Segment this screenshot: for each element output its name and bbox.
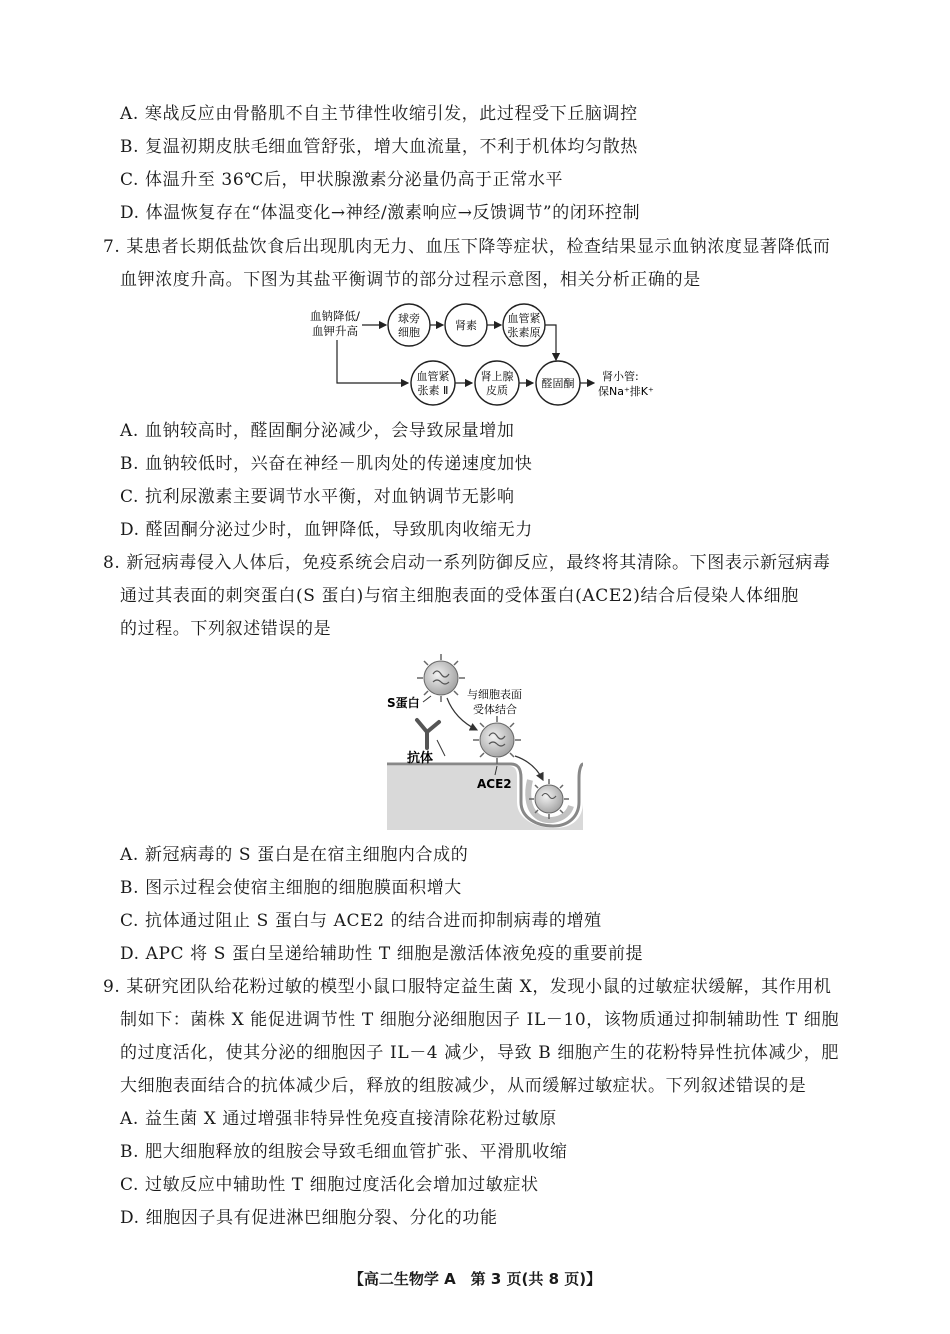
q9-stem-line1: 9. 某研究团队给花粉过敏的模型小鼠口服特定益生菌 X，发现小鼠的过敏症状缓解，其作用机 bbox=[103, 977, 832, 997]
q7-option-c: C. 抗利尿激素主要调节水平衡，对血钠调节无影响 bbox=[120, 487, 515, 507]
salt-balance-diagram bbox=[300, 300, 680, 410]
q7-option-a: A. 血钠较高时，醛固酮分泌减少，会导致尿量增加 bbox=[120, 421, 515, 441]
q9-option-c: C. 过敏反应中辅助性 T 细胞过度活化会增加过敏症状 bbox=[120, 1175, 539, 1195]
node-angiotensin-ii bbox=[411, 361, 455, 405]
node4-line1: 血管紧 bbox=[416, 370, 450, 383]
q7-option-b: B. 血钠较低时，兴奋在神经－肌肉处的传递速度加快 bbox=[120, 454, 533, 474]
label-binding-line1: 与细胞表面 bbox=[467, 688, 522, 701]
q6-option-d: D. 体温恢复存在“体温变化→神经/激素响应→反馈调节”的闭环控制 bbox=[120, 203, 641, 223]
page-footer: 【高二生物学 A 第 3 页(共 8 页)】 bbox=[348, 1270, 602, 1288]
diagram-end-line2: 保Na⁺排K⁺ bbox=[598, 385, 654, 398]
virus-top bbox=[417, 654, 465, 702]
arrow-down-right bbox=[545, 325, 556, 360]
node4-line2: 张素 Ⅱ bbox=[417, 384, 449, 397]
node5-line1: 肾上腺 bbox=[480, 370, 514, 383]
q6-option-c: C. 体温升至 36℃后，甲状腺激素分泌量仍高于正常水平 bbox=[120, 170, 564, 190]
q9-option-a: A. 益生菌 X 通过增强非特异性免疫直接清除花粉过敏原 bbox=[120, 1109, 557, 1129]
q9-option-b: B. 肥大细胞释放的组胺会导致毛细血管扩张、平滑肌收缩 bbox=[120, 1142, 568, 1162]
diagram-start-line1: 血钠降低/ bbox=[310, 309, 360, 323]
q8-stem-line3: 的过程。下列叙述错误的是 bbox=[120, 619, 332, 639]
node2-text: 肾素 bbox=[455, 319, 477, 332]
node3-line2: 张素原 bbox=[507, 326, 541, 339]
node-angiotensinogen bbox=[503, 304, 545, 346]
q6-option-b: B. 复温初期皮肤毛细血管舒张，增大血流量，不利于机体均匀散热 bbox=[120, 137, 638, 157]
node3-line1: 血管紧 bbox=[507, 312, 541, 325]
q8-option-a: A. 新冠病毒的 S 蛋白是在宿主细胞内合成的 bbox=[120, 845, 469, 865]
diagram-start-line2: 血钾升高 bbox=[312, 324, 358, 338]
q8-option-d: D. APC 将 S 蛋白呈递给辅助性 T 细胞是激活体液免疫的重要前提 bbox=[120, 944, 644, 964]
q6-option-a: A. 寒战反应由骨骼肌不自主节律性收缩引发，此过程受下丘脑调控 bbox=[120, 104, 638, 124]
node6-text: 醛固酮 bbox=[541, 377, 575, 390]
q8-option-c: C. 抗体通过阻止 S 蛋白与 ACE2 的结合进而抑制病毒的增殖 bbox=[120, 911, 602, 931]
virus-internalized bbox=[529, 779, 569, 819]
diagram-end-line1: 肾小管: bbox=[602, 370, 639, 383]
node-adrenal-cortex bbox=[475, 361, 519, 405]
label-ace2: ACE2 bbox=[477, 777, 512, 791]
q9-option-d: D. 细胞因子具有促进淋巴细胞分裂、分化的功能 bbox=[120, 1208, 498, 1228]
q8-stem-line2: 通过其表面的刺突蛋白(S 蛋白)与宿主细胞表面的受体蛋白(ACE2)结合后侵染人体细胞 bbox=[120, 586, 799, 606]
node5-line2: 皮质 bbox=[486, 384, 508, 397]
node-jg-cells bbox=[388, 304, 430, 346]
label-s-protein: S蛋白 bbox=[387, 696, 420, 710]
q9-stem-line2: 制如下：菌株 X 能促进调节性 T 细胞分泌细胞因子 IL－10，该物质通过抑制辅助性 T 细胞 bbox=[120, 1010, 840, 1030]
virus-middle bbox=[473, 716, 521, 764]
q7-stem-line1: 7. 某患者长期低盐饮食后出现肌肉无力、血压下降等症状，检查结果显示血钠浓度显著降低而 bbox=[103, 237, 831, 257]
virus-entry-figure bbox=[387, 652, 583, 830]
q8-stem-line1: 8. 新冠病毒侵入人体后，免疫系统会启动一系列防御反应，最终将其清除。下图表示新冠病毒 bbox=[103, 553, 831, 573]
node1-line2: 细胞 bbox=[398, 326, 420, 339]
q9-stem-line3: 的过度活化，使其分泌的细胞因子 IL－4 减少，导致 B 细胞产生的花粉特异性抗体减少，肥 bbox=[120, 1043, 839, 1063]
label-binding-line2: 受体结合 bbox=[473, 703, 517, 716]
q9-stem-line4: 大细胞表面结合的抗体减少后，释放的组胺减少，从而缓解过敏症状。下列叙述错误的是 bbox=[120, 1076, 807, 1096]
arrow-branch bbox=[337, 340, 408, 383]
label-antibody: 抗体 bbox=[407, 751, 434, 766]
node1-line1: 球旁 bbox=[398, 312, 420, 325]
q7-option-d: D. 醛固酮分泌过少时，血钾降低，导致肌肉收缩无力 bbox=[120, 520, 533, 540]
q8-option-b: B. 图示过程会使宿主细胞的细胞膜面积增大 bbox=[120, 878, 462, 898]
q7-stem-line2: 血钾浓度升高。下图为其盐平衡调节的部分过程示意图，相关分析正确的是 bbox=[120, 270, 701, 290]
